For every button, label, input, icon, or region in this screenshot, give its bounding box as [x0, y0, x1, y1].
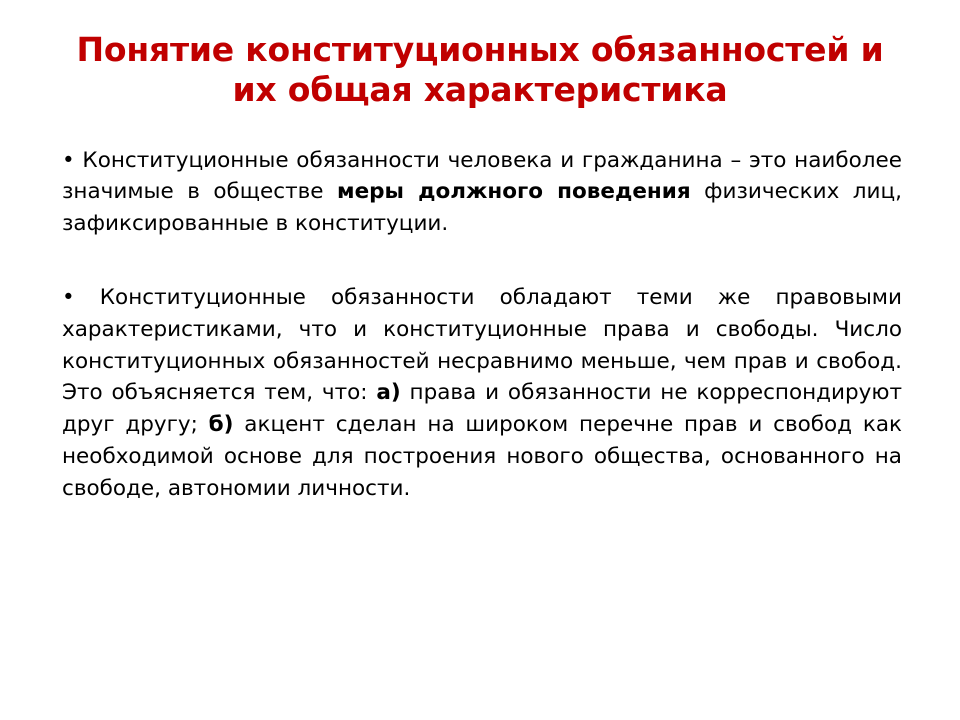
- paragraph-2-segment-1: Конституционные обязанности обладают теми же правовыми характеристиками, что и конституционные права и свободы. Число конституционных обязанностей несравнимо меньше, чем прав и свобод. Это объясняется тем, что:: [62, 284, 902, 406]
- bullet-marker: •: [62, 284, 75, 310]
- paragraph-2-segment-5: акцент сделан на широком перечне прав и свобод как необходимой основе для построения нового общества, основанного на свободе, автономии личности.: [62, 412, 902, 501]
- paragraph-2-segment-2-bold: а): [376, 380, 401, 406]
- paragraph-1-segment-3: физических лиц, зафиксированные в конституции.: [62, 179, 902, 237]
- paragraph-1-segment-1: Конституционные обязанности человека и гражданина – это наиболее значимые в обществе: [62, 147, 902, 205]
- paragraph-2-segment-3: права и обязанности не корреспондируют друг другу;: [62, 380, 902, 438]
- body-paragraph-2: [62, 282, 902, 505]
- slide-body: [40, 145, 920, 505]
- slide-title: Понятие конституционных обязанностей и их общая характеристика: [76, 30, 884, 110]
- body-paragraph-1: [62, 145, 902, 240]
- paragraph-1-segment-2-bold: меры должного поведения: [337, 179, 691, 205]
- paragraph-2-segment-4-bold: б): [208, 412, 234, 438]
- bullet-marker: •: [62, 147, 75, 173]
